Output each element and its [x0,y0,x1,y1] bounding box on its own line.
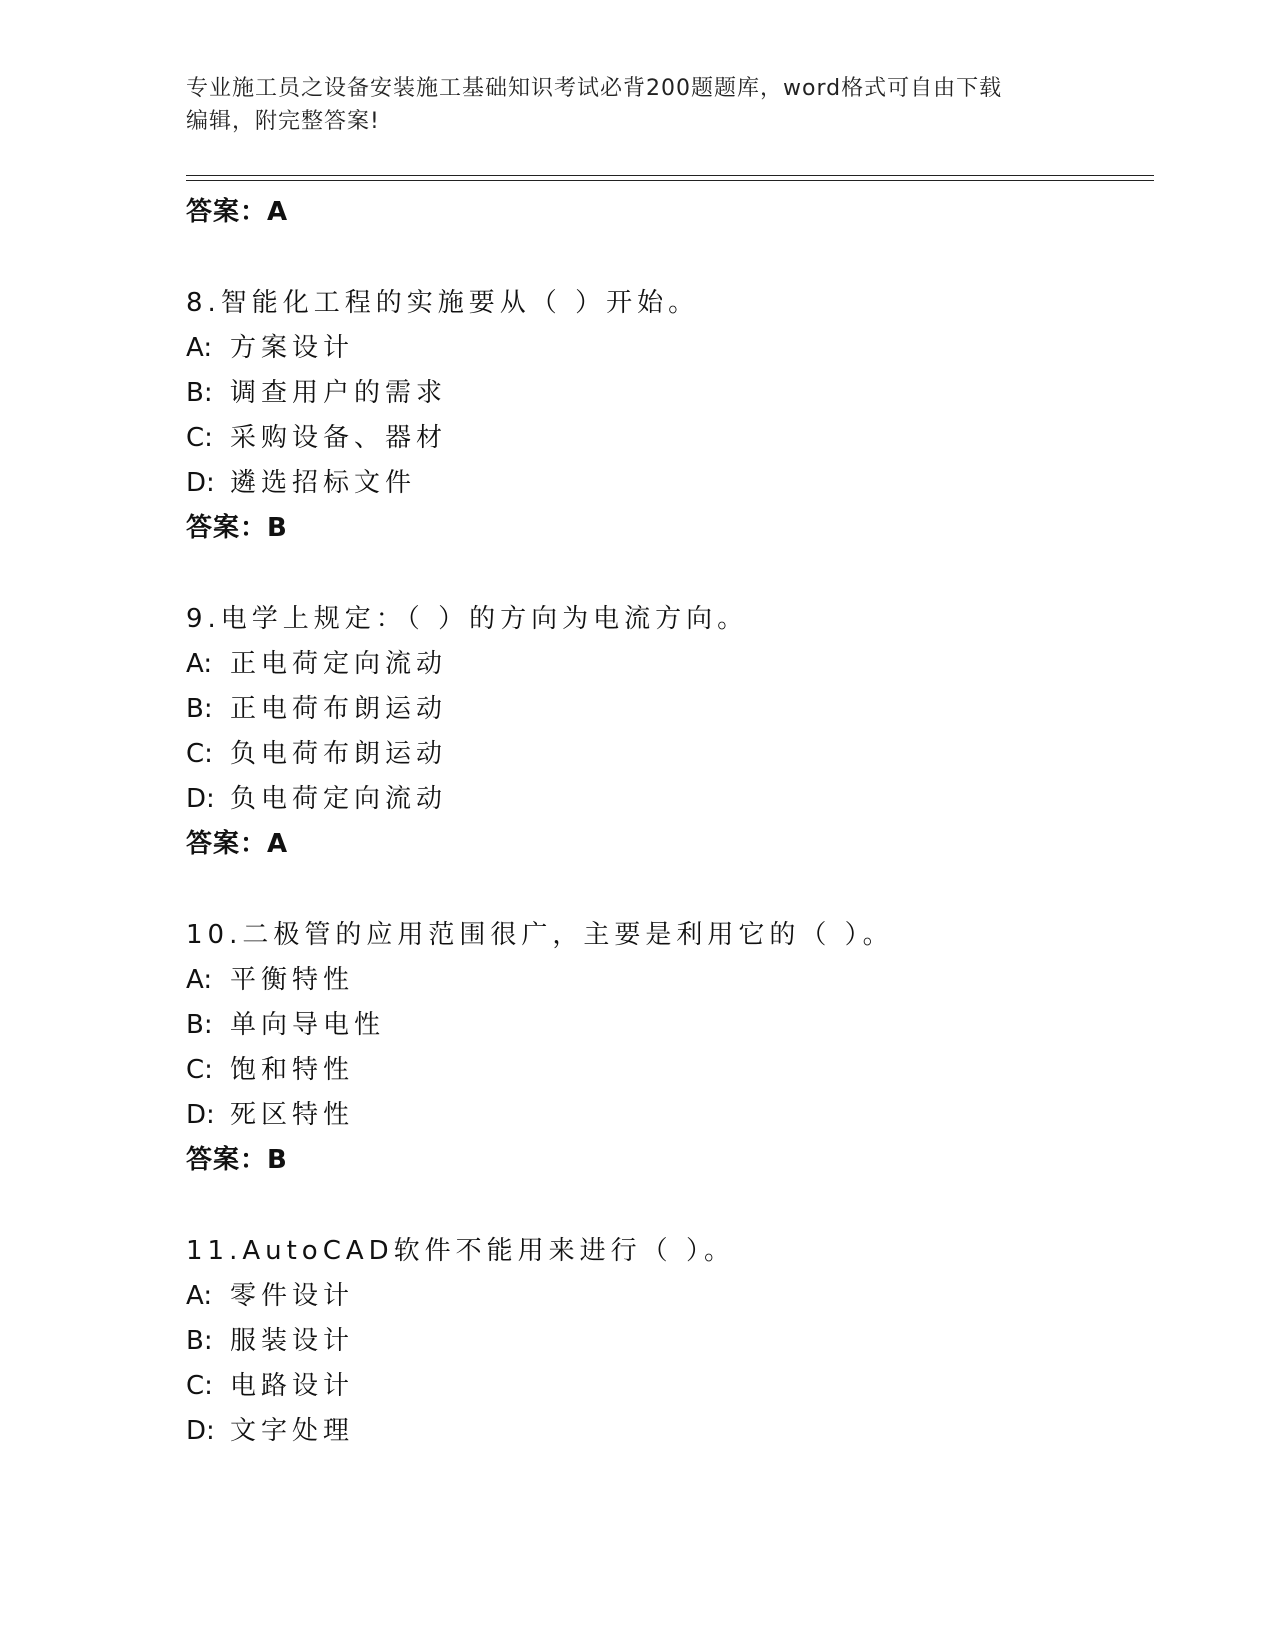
option-d [186,1093,1154,1138]
answer-label: 答案：B [186,513,288,543]
option-text: 文字处理 [230,1416,355,1446]
option-b [186,371,1154,416]
option-text: 电路设计 [230,1371,355,1401]
option-key: C: [186,1055,213,1085]
option-key: C: [186,739,213,769]
header-title-line-1: 专业施工员之设备安装施工基础知识考试必背200题题库，word格式可自由下载 [186,76,1003,101]
option-a [186,326,1154,371]
option-key: A: [186,333,213,363]
option-key: B: [186,378,213,408]
option-text: 饱和特性 [230,1055,355,1085]
option-d [186,1409,1154,1454]
option-d [186,461,1154,506]
option-key: D: [186,784,215,814]
option-text: 负电荷布朗运动 [230,739,448,769]
header-title-line-2: 编辑，附完整答案! [186,109,380,134]
answer-label: 答案：A [186,197,289,227]
option-c [186,732,1154,777]
option-b [186,687,1154,732]
question-list [186,190,1154,1454]
option-key: B: [186,1010,213,1040]
option-key: A: [186,649,213,679]
option-key: B: [186,694,213,724]
option-d [186,777,1154,822]
option-key: D: [186,468,215,498]
question-stem: 8.智能化工程的实施要从（ ）开始。 [186,288,700,318]
option-key: D: [186,1416,215,1446]
option-text: 正电荷定向流动 [230,649,448,679]
question-block-10 [186,913,1154,1183]
option-text: 采购设备、器材 [230,423,448,453]
option-a [186,1274,1154,1319]
option-key: C: [186,423,213,453]
question-block-8 [186,281,1154,551]
option-text: 服装设计 [230,1326,355,1356]
option-c [186,1364,1154,1409]
option-a [186,958,1154,1003]
question-block-9 [186,597,1154,867]
option-text: 正电荷布朗运动 [230,694,448,724]
option-text: 死区特性 [230,1100,355,1130]
header-rule-bottom [186,180,1154,181]
option-key: C: [186,1371,213,1401]
option-a [186,642,1154,687]
option-key: D: [186,1100,215,1130]
question-block-11 [186,1229,1154,1454]
header-rule-top [186,175,1154,176]
option-c [186,416,1154,461]
option-text: 零件设计 [230,1281,355,1311]
question-stem: 9.电学上规定：（ ）的方向为电流方向。 [186,604,749,634]
answer-label: 答案：A [186,829,289,859]
option-b [186,1003,1154,1048]
question-stem: 11.AutoCAD软件不能用来进行（ ）。 [186,1236,735,1266]
option-text: 平衡特性 [230,965,355,995]
option-text: 负电荷定向流动 [230,784,448,814]
question-stem: 10.二极管的应用范围很广，主要是利用它的（ ）。 [186,920,894,950]
option-text: 方案设计 [230,333,355,363]
option-key: A: [186,965,213,995]
option-key: A: [186,1281,213,1311]
answer-label: 答案：B [186,1145,288,1175]
option-key: B: [186,1326,213,1356]
document-header [186,72,1106,138]
option-b [186,1319,1154,1364]
option-c [186,1048,1154,1093]
option-text: 单向导电性 [230,1010,386,1040]
option-text: 调查用户的需求 [230,378,448,408]
option-text: 遴选招标文件 [230,468,417,498]
